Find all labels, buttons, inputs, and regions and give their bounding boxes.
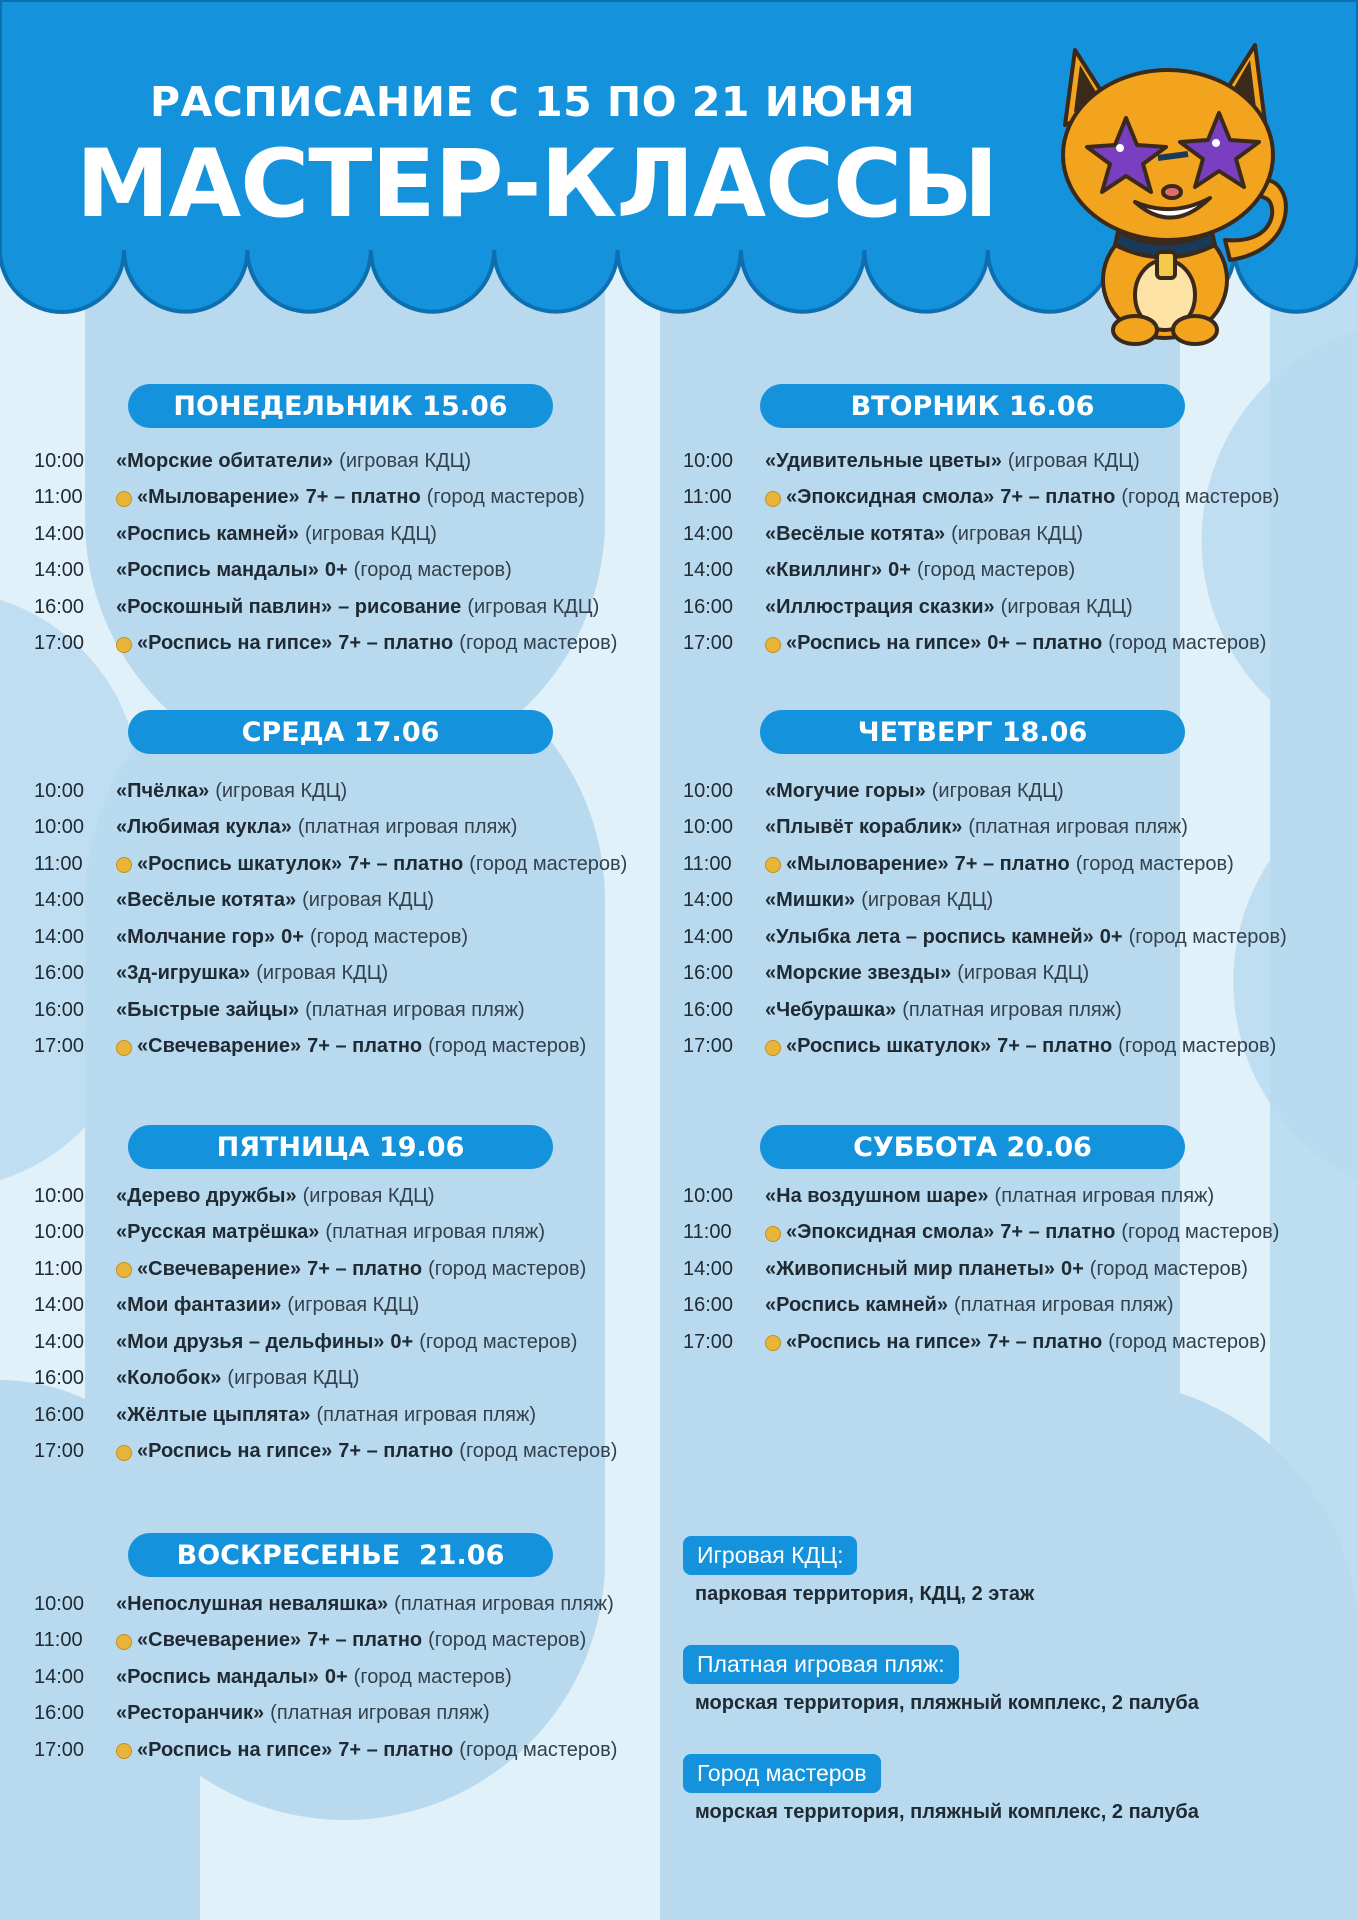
event-details xyxy=(116,853,627,876)
event-location: (игровая КДЦ) xyxy=(467,595,600,618)
event-details xyxy=(765,1185,1214,1208)
event-extra: 7+ – платно xyxy=(338,1440,454,1462)
event-details xyxy=(765,523,1083,546)
event-time: 14:00 xyxy=(683,889,734,911)
paid-coin-icon xyxy=(116,1743,132,1759)
event-name: «Свечеварение» xyxy=(137,1035,302,1057)
event-location: (город мастеров) xyxy=(1108,1330,1267,1353)
event-time: 16:00 xyxy=(34,1403,85,1426)
event-details xyxy=(765,926,1287,949)
event-time: 14:00 xyxy=(34,1330,85,1353)
event-extra: 0+ – платно xyxy=(987,632,1103,654)
event-location: (город мастеров) xyxy=(1128,925,1287,948)
event-location: (игровая КДЦ) xyxy=(302,1184,435,1207)
event-time: 11:00 xyxy=(34,852,83,875)
event-name: «Роспись на гипсе» xyxy=(137,632,333,654)
legend-label: Игровая КДЦ: xyxy=(683,1536,857,1575)
event-details xyxy=(116,1404,536,1427)
event-extra: 7+ – платно xyxy=(305,486,421,508)
event-location: (платная игровая пляж) xyxy=(902,998,1122,1021)
event-location: (город мастеров) xyxy=(1121,486,1280,508)
event-details xyxy=(765,780,1064,803)
event-time: 17:00 xyxy=(34,632,85,654)
event-details xyxy=(116,1629,586,1652)
event-details xyxy=(765,1221,1279,1244)
event-details xyxy=(765,962,1089,985)
event-location: (город мастеров) xyxy=(1108,632,1267,654)
legend-masters-town xyxy=(683,1754,1199,1824)
paid-coin-icon xyxy=(765,857,781,873)
event-time: 16:00 xyxy=(683,962,734,984)
event-location: (город мастеров) xyxy=(428,1629,587,1651)
paid-coin-icon xyxy=(116,1634,132,1650)
event-details xyxy=(765,1035,1276,1058)
event-name: «Весёлые котята» xyxy=(116,889,297,911)
event-name: «Роскошный павлин» xyxy=(116,595,333,618)
event-location: (город мастеров) xyxy=(426,486,585,508)
event-extra: 7+ – платно xyxy=(348,852,464,875)
event-location: (город мастеров) xyxy=(469,852,628,875)
event-name: «Морские обитатели» xyxy=(116,449,334,472)
legend-description: морская территория, пляжный комплекс, 2 палуба xyxy=(695,1692,1199,1714)
event-name: «Мишки» xyxy=(765,889,856,911)
event-location: (город мастеров) xyxy=(309,925,469,948)
event-time: 16:00 xyxy=(683,998,734,1021)
event-time: 10:00 xyxy=(683,779,734,802)
legend-description: морская территория, пляжный комплекс, 2 палуба xyxy=(695,1801,1199,1823)
event-name: «Роспись на гипсе» xyxy=(786,1330,982,1353)
event-location: (игровая КДЦ) xyxy=(1000,595,1133,618)
event-name: «Молчание гор» xyxy=(116,925,276,948)
event-name: «Весёлые котята» xyxy=(765,522,946,545)
event-time: 10:00 xyxy=(34,1184,85,1207)
event-location: (игровая КДЦ) xyxy=(1007,449,1140,472)
legend-description: парковая территория, КДЦ, 2 этаж xyxy=(695,1583,1035,1605)
event-time: 17:00 xyxy=(683,1330,734,1353)
legend-beach-playroom xyxy=(683,1645,1199,1715)
event-time: 10:00 xyxy=(683,449,734,472)
paid-coin-icon xyxy=(116,1445,132,1461)
event-details xyxy=(116,523,437,546)
event-details xyxy=(116,889,434,912)
day-header: СРЕДА 17.06 xyxy=(128,710,553,754)
event-time: 10:00 xyxy=(34,779,85,802)
event-location: (город мастеров) xyxy=(916,559,1076,581)
paid-coin-icon xyxy=(765,637,781,653)
schedule-subtitle: РАСПИСАНИЕ С 15 ПО 21 ИЮНЯ xyxy=(150,78,916,126)
event-location: (платная игровая пляж) xyxy=(316,1403,537,1426)
event-name: «Роспись шкатулок» xyxy=(137,852,343,875)
paid-coin-icon xyxy=(116,491,132,507)
event-location: (город мастеров) xyxy=(1089,1257,1248,1280)
event-location: (платная игровая пляж) xyxy=(325,1221,545,1243)
event-name: «Мои фантазии» xyxy=(116,1294,282,1316)
event-time: 10:00 xyxy=(683,816,734,838)
event-time: 10:00 xyxy=(34,816,85,838)
event-name: «Улыбка лета – роспись камней» xyxy=(765,925,1094,948)
event-time: 14:00 xyxy=(34,1294,85,1316)
event-name: «На воздушном шаре» xyxy=(765,1184,989,1207)
event-time: 10:00 xyxy=(683,1184,734,1207)
event-location: (город мастеров) xyxy=(459,1738,618,1761)
paid-coin-icon xyxy=(765,491,781,507)
event-location: (город мастеров) xyxy=(1075,852,1234,875)
event-extra: 7+ – платно xyxy=(307,1035,423,1057)
event-time: 17:00 xyxy=(683,632,734,654)
event-location: (город мастеров) xyxy=(459,632,618,654)
cat-mascot-icon xyxy=(1040,30,1310,350)
event-name: «3д-игрушка» xyxy=(116,962,251,984)
event-details xyxy=(116,962,388,985)
event-location: (игровая КДЦ) xyxy=(931,779,1064,802)
event-name: «Быстрые зайцы» xyxy=(116,998,300,1021)
event-location: (платная игровая пляж) xyxy=(270,1702,490,1724)
event-details xyxy=(116,1593,614,1616)
event-time: 14:00 xyxy=(34,889,85,911)
paid-coin-icon xyxy=(765,1335,781,1351)
event-location: (город мастеров) xyxy=(353,1665,512,1688)
event-name: «Колобок» xyxy=(116,1367,222,1389)
event-location: (платная игровая пляж) xyxy=(994,1184,1215,1207)
event-details xyxy=(765,1294,1174,1317)
paid-coin-icon xyxy=(116,637,132,653)
event-location: (игровая КДЦ) xyxy=(287,1294,420,1316)
paid-coin-icon xyxy=(765,1226,781,1242)
event-name: «Роспись на гипсе» xyxy=(137,1738,333,1761)
event-details xyxy=(765,1258,1248,1281)
event-details xyxy=(765,632,1266,655)
event-name: «Живописный мир планеты» xyxy=(765,1257,1055,1280)
event-name: «Любимая кукла» xyxy=(116,816,292,838)
event-location: (игровая КДЦ) xyxy=(227,1367,360,1389)
event-name: «Ресторанчик» xyxy=(116,1702,265,1724)
event-time: 16:00 xyxy=(683,595,734,618)
event-location: (платная игровая пляж) xyxy=(305,998,525,1021)
event-name: «Дерево дружбы» xyxy=(116,1184,297,1207)
event-name: «Мои друзья – дельфины» xyxy=(116,1330,385,1353)
event-time: 17:00 xyxy=(34,1035,85,1057)
event-details xyxy=(116,1440,617,1463)
paid-coin-icon xyxy=(116,1040,132,1056)
event-time: 11:00 xyxy=(683,1221,732,1243)
event-extra: 0+ xyxy=(1060,1257,1084,1280)
event-time: 16:00 xyxy=(34,595,85,618)
event-time: 14:00 xyxy=(683,925,734,948)
event-details xyxy=(765,559,1075,582)
event-location: (город мастеров) xyxy=(1121,1221,1280,1243)
event-time: 11:00 xyxy=(34,486,83,508)
event-details xyxy=(116,1739,617,1762)
event-details xyxy=(116,486,585,509)
event-name: «Мыловарение» xyxy=(786,852,949,875)
event-extra: 7+ – платно xyxy=(987,1330,1103,1353)
event-details xyxy=(116,596,599,619)
event-time: 14:00 xyxy=(683,559,734,581)
event-name: «Квиллинг» xyxy=(765,559,883,581)
event-extra: 7+ – платно xyxy=(997,1035,1113,1057)
event-details xyxy=(116,1294,419,1317)
event-details xyxy=(765,450,1140,473)
event-extra: 7+ – платно xyxy=(307,1629,423,1651)
event-time: 14:00 xyxy=(683,522,734,545)
paid-coin-icon xyxy=(116,857,132,873)
event-name: «Чебурашка» xyxy=(765,998,897,1021)
event-name: «Эпоксидная смола» xyxy=(786,1221,995,1243)
event-details xyxy=(765,889,993,912)
event-extra: 0+ xyxy=(281,925,304,948)
event-location: (город мастеров) xyxy=(353,559,512,581)
day-header: СУББОТА 20.06 xyxy=(760,1125,1185,1169)
event-extra: 0+ xyxy=(888,559,911,581)
event-details xyxy=(116,632,617,655)
event-extra: 7+ – платно xyxy=(1000,486,1116,508)
event-details xyxy=(116,559,512,582)
event-extra: 7+ – платно xyxy=(307,1257,423,1280)
event-location: (игровая КДЦ) xyxy=(256,962,389,984)
event-location: (игровая КДЦ) xyxy=(957,962,1090,984)
event-details xyxy=(116,1666,512,1689)
event-details xyxy=(116,1331,577,1354)
event-time: 11:00 xyxy=(34,1257,83,1280)
event-name: «Русская матрёшка» xyxy=(116,1221,320,1243)
event-time: 16:00 xyxy=(34,1367,85,1389)
event-name: «Роспись на гипсе» xyxy=(786,632,982,654)
event-location: (платная игровая пляж) xyxy=(394,1592,614,1615)
event-details xyxy=(765,1331,1266,1354)
event-time: 16:00 xyxy=(683,1294,734,1316)
event-name: «Удивительные цветы» xyxy=(765,449,1002,472)
event-details xyxy=(116,450,471,473)
legend-label: Платная игровая пляж: xyxy=(683,1645,959,1684)
event-name: «Пчёлка» xyxy=(116,779,210,802)
legend-label: Город мастеров xyxy=(683,1754,881,1793)
event-time: 14:00 xyxy=(34,1665,85,1688)
event-extra: 7+ – платно xyxy=(954,852,1070,875)
event-name: «Роспись шкатулок» xyxy=(786,1035,992,1057)
event-name: «Плывёт кораблик» xyxy=(765,816,963,838)
event-location: (игровая КДЦ) xyxy=(215,779,348,802)
event-name: «Роспись мандалы» xyxy=(116,1665,319,1688)
event-location: (город мастеров) xyxy=(428,1257,587,1280)
event-name: «Роспись камней» xyxy=(116,522,299,545)
event-extra: – рисование xyxy=(338,595,462,618)
event-location: (платная игровая пляж) xyxy=(953,1294,1174,1316)
event-details xyxy=(116,816,517,839)
legend-kdc xyxy=(683,1536,1034,1606)
event-name: «Жёлтые цыплята» xyxy=(116,1403,311,1426)
event-name: «Свечеварение» xyxy=(137,1629,302,1651)
event-details xyxy=(116,999,525,1022)
event-time: 17:00 xyxy=(34,1440,85,1462)
event-name: «Непослушная неваляшка» xyxy=(116,1592,389,1615)
event-extra: 0+ xyxy=(324,559,348,581)
paid-coin-icon xyxy=(765,1040,781,1056)
event-time: 16:00 xyxy=(34,1702,85,1724)
event-time: 14:00 xyxy=(34,559,85,581)
event-time: 16:00 xyxy=(34,998,85,1021)
event-name: «Роспись камней» xyxy=(765,1294,948,1316)
event-time: 17:00 xyxy=(683,1035,734,1057)
page-title: МАСТЕР-КЛАССЫ xyxy=(76,130,998,239)
event-name: «Роспись мандалы» xyxy=(116,559,319,581)
event-details xyxy=(116,1702,490,1725)
event-extra: 7+ – платно xyxy=(338,1738,454,1761)
event-location: (город мастеров) xyxy=(419,1330,578,1353)
event-extra: 7+ – платно xyxy=(1000,1221,1116,1243)
day-header: ВТОРНИК 16.06 xyxy=(760,384,1185,428)
event-details xyxy=(116,1367,359,1390)
day-header: ЧЕТВЕРГ 18.06 xyxy=(760,710,1185,754)
event-time: 14:00 xyxy=(34,522,85,545)
event-name: «Морские звезды» xyxy=(765,962,952,984)
event-location: (платная игровая пляж) xyxy=(968,816,1188,838)
event-location: (город мастеров) xyxy=(1118,1035,1277,1057)
event-time: 10:00 xyxy=(34,1221,85,1243)
event-time: 17:00 xyxy=(34,1738,85,1761)
day-header: ВОСКРЕСЕНЬЕ 21.06 xyxy=(128,1533,553,1577)
event-name: «Роспись на гипсе» xyxy=(137,1440,333,1462)
event-name: «Иллюстрация сказки» xyxy=(765,595,995,618)
event-details xyxy=(116,1258,586,1281)
event-location: (игровая КДЦ) xyxy=(861,889,994,911)
event-details xyxy=(116,1185,435,1208)
event-time: 14:00 xyxy=(683,1257,734,1280)
event-details xyxy=(765,816,1188,839)
event-name: «Свечеварение» xyxy=(137,1257,302,1280)
event-name: «Могучие горы» xyxy=(765,779,926,802)
event-details xyxy=(765,596,1133,619)
event-location: (игровая КДЦ) xyxy=(339,449,472,472)
event-time: 14:00 xyxy=(34,925,85,948)
event-details xyxy=(765,853,1234,876)
event-time: 11:00 xyxy=(34,1629,83,1651)
event-name: «Мыловарение» xyxy=(137,486,300,508)
event-location: (игровая КДЦ) xyxy=(304,522,437,545)
event-location: (город мастеров) xyxy=(459,1440,618,1462)
event-time: 10:00 xyxy=(34,1592,85,1615)
event-details xyxy=(116,780,347,803)
event-time: 10:00 xyxy=(34,449,85,472)
event-name: «Эпоксидная смола» xyxy=(786,486,995,508)
event-location: (игровая КДЦ) xyxy=(951,522,1084,545)
event-details xyxy=(765,999,1122,1022)
event-details xyxy=(116,926,468,949)
event-time: 16:00 xyxy=(34,962,85,984)
event-details xyxy=(116,1035,586,1058)
event-extra: 0+ xyxy=(390,1330,414,1353)
day-header: ПЯТНИЦА 19.06 xyxy=(128,1125,553,1169)
event-time: 11:00 xyxy=(683,852,732,875)
event-details xyxy=(765,486,1279,509)
event-details xyxy=(116,1221,545,1244)
paid-coin-icon xyxy=(116,1262,132,1278)
event-extra: 0+ xyxy=(1099,925,1123,948)
day-header: ПОНЕДЕЛЬНИК 15.06 xyxy=(128,384,553,428)
event-location: (игровая КДЦ) xyxy=(302,889,435,911)
event-location: (платная игровая пляж) xyxy=(297,816,518,838)
event-time: 11:00 xyxy=(683,486,732,508)
event-extra: 7+ – платно xyxy=(338,632,454,654)
event-location: (город мастеров) xyxy=(428,1035,587,1057)
event-extra: 0+ xyxy=(324,1665,348,1688)
